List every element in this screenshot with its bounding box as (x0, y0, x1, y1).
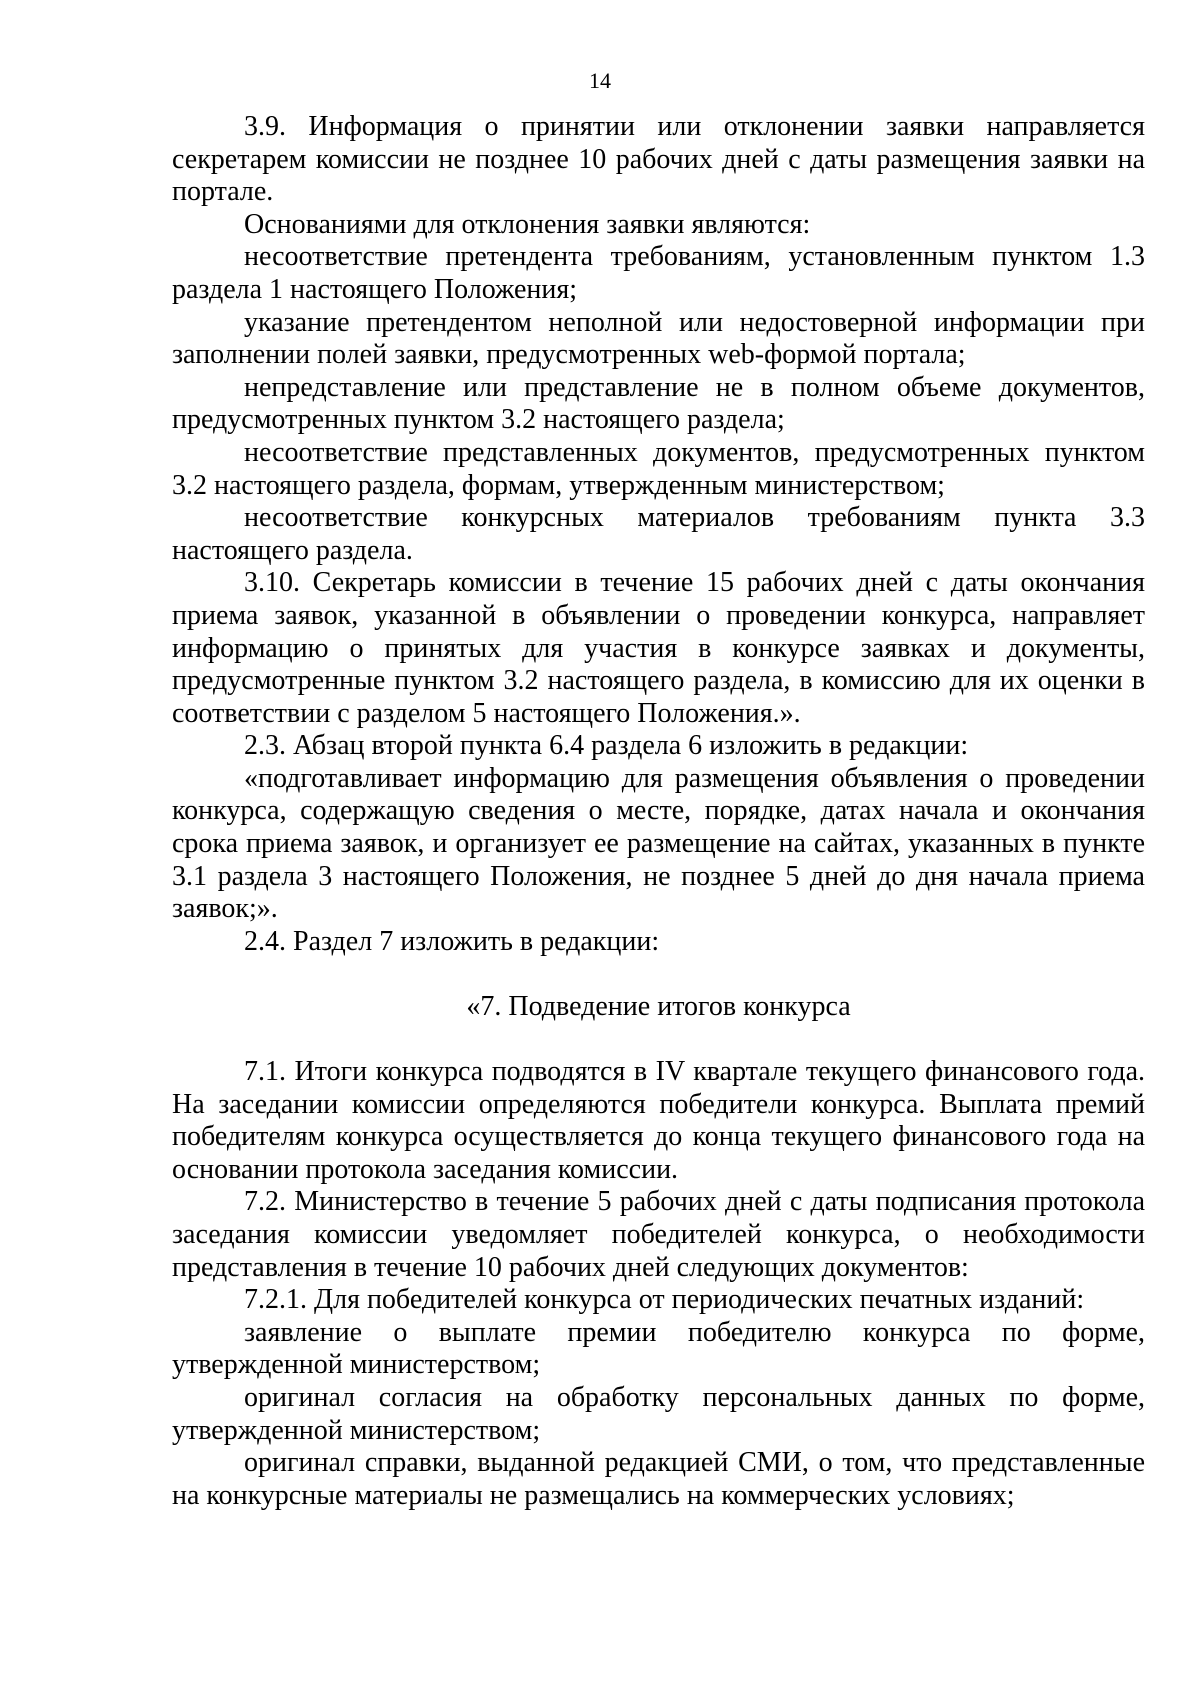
paragraph: несоответствие конкурсных материалов требованиям пункта 3.3 настоящего раздела. (172, 502, 1145, 566)
document-body (172, 111, 1145, 1512)
paragraph: 7.2. Министерство в течение 5 рабочих дней с даты подписания протокола заседания комиссии уведомляет победителей конкурса, о необходимости представления в течение 10 рабочих дней следующих документов: (172, 1186, 1145, 1283)
paragraph: 7.2.1. Для победителей конкурса от периодических печатных изданий: (244, 1284, 1085, 1316)
paragraph: 2.3. Абзац второй пункта 6.4 раздела 6 изложить в редакции: (244, 730, 969, 762)
paragraph: 2.4. Раздел 7 изложить в редакции: (244, 925, 660, 957)
paragraph: несоответствие претендента требованиям, установленным пунктом 1.3 раздела 1 настоящего Положения; (172, 241, 1145, 305)
paragraph: «подготавливает информацию для размещения объявления о проведении конкурса, содержащую сведения о месте, порядке, датах начала и окончания срока приема заявок, и организует ее размещение на сайтах, указанных в пункте 3.1 раздела 3 настоящего Положения, не позднее 5 дней до дня начала приема заявок;». (172, 762, 1145, 925)
section-heading: «7. Подведение итогов конкурса (466, 991, 851, 1023)
paragraph: непредставление или представление не в полном объеме документов, предусмотренных пунктом 3.2 настоящего раздела; (172, 371, 1145, 436)
paragraph: 3.9. Информация о принятии или отклонении заявки направляется секретарем комиссии не позднее 10 рабочих дней с даты размещения заявки на портале. (172, 111, 1145, 208)
paragraph: указание претендентом неполной или недостоверной информации при заполнении полей заявки, предусмотренных web-формой портала; (172, 306, 1145, 371)
paragraph: 3.10. Секретарь комиссии в течение 15 рабочих дней с даты окончания приема заявок, указанной в объявлении о проведении конкурса, направляет информацию о принятых для участия в конкурсе заявках и документы, предусмотренные пунктом 3.2 настоящего раздела, в комиссию для их оценки в соответствии с разделом 5 настоящего Положения.». (172, 567, 1145, 729)
paragraph: 7.1. Итоги конкурса подводятся в IV квартале текущего финансового года. На заседании комиссии определяются победители конкурса. Выплата премий победителям конкурса осуществляется до конца текущего финансового года на основании протокола заседания комиссии. (172, 1056, 1145, 1185)
paragraph: заявление о выплате премии победителю конкурса по форме, утвержденной министерством; (172, 1316, 1145, 1381)
page-number: 14 (589, 68, 611, 93)
paragraph: Основаниями для отклонения заявки являются: (244, 208, 811, 240)
paragraph: оригинал справки, выданной редакцией СМИ, о том, что представленные на конкурсные материалы не размещались на коммерческих условиях; (172, 1447, 1145, 1511)
paragraph: оригинал согласия на обработку персональных данных по форме, утвержденной министерством; (172, 1381, 1145, 1446)
paragraph: несоответствие представленных документов, предусмотренных пунктом 3.2 настоящего раздела, формам, утвержденным министерством; (172, 436, 1145, 501)
